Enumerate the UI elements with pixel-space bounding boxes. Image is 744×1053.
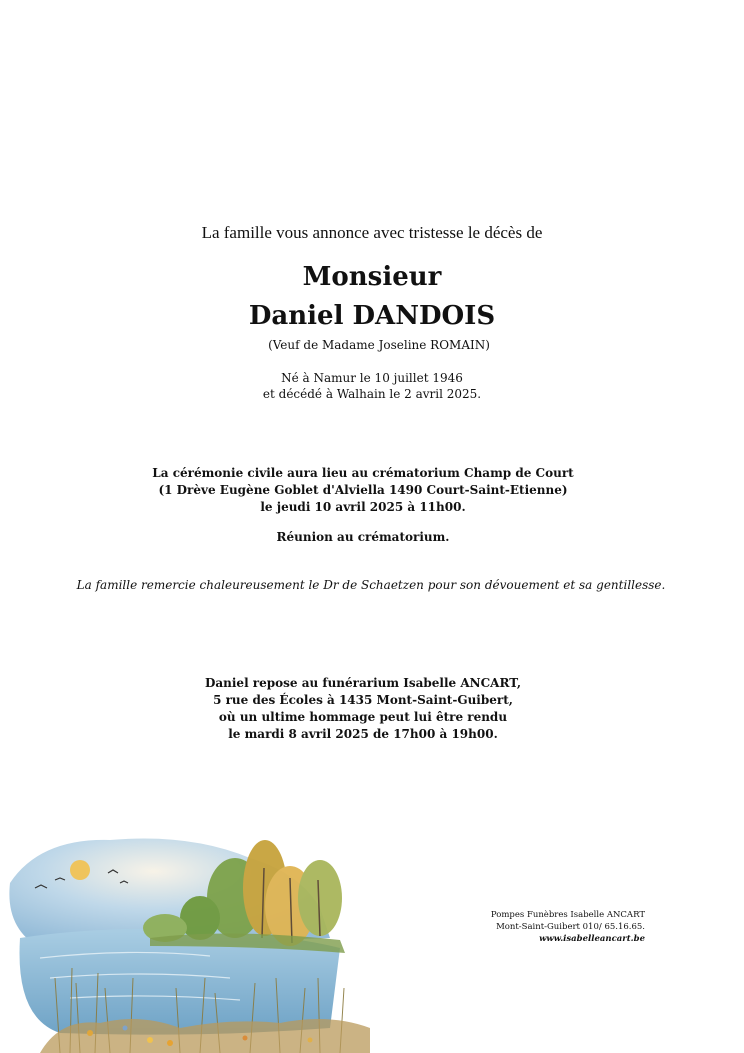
ceremony-line-3: le jeudi 10 avril 2025 à 11h00.	[260, 500, 466, 514]
deceased-name: Daniel DANDOIS	[248, 301, 496, 331]
announcement-intro: La famille vous annonce avec tristesse le décès de	[201, 223, 543, 242]
repose-line-2: 5 rue des Écoles à 1435 Mont-Saint-Guibert,	[213, 693, 513, 707]
funeral-home-name: Pompes Funèbres Isabelle ANCART	[490, 910, 645, 920]
funeral-home-address: Mont-Saint-Guibert 010/ 65.16.65.	[496, 922, 645, 932]
widow-note: (Veuf de Madame Joseline ROMAIN)	[268, 338, 490, 352]
watercolor-landscape-illustration	[0, 828, 380, 1053]
funeral-home-info	[430, 909, 645, 945]
death-line: et décédé à Walhain le 2 avril 2025.	[262, 387, 482, 401]
ceremony-info	[0, 465, 735, 516]
thanks-note: La famille remercie chaleureusement le Dr de Schaetzen pour son dévouement et sa gentillesse.	[76, 578, 666, 592]
ceremony-line-1: La cérémonie civile aura lieu au crématorium Champ de Court	[152, 466, 574, 480]
repose-info	[0, 675, 735, 743]
gathering-note: Réunion au crématorium.	[276, 530, 450, 544]
deceased-title: Monsieur	[302, 262, 442, 292]
birth-death-info	[0, 370, 744, 402]
birth-line: Né à Namur le 10 juillet 1946	[281, 371, 463, 385]
repose-line-4: le mardi 8 avril 2025 de 17h00 à 19h00.	[228, 727, 498, 741]
repose-line-3: où un ultime hommage peut lui être rendu	[218, 710, 508, 724]
sun-icon	[70, 860, 90, 880]
funeral-home-website: www.isabelleancart.be	[539, 934, 645, 944]
ceremony-line-2: (1 Drève Eugène Goblet d'Alviella 1490 Court-Saint-Etienne)	[158, 483, 568, 497]
repose-line-1: Daniel repose au funérarium Isabelle ANCART,	[204, 676, 522, 690]
